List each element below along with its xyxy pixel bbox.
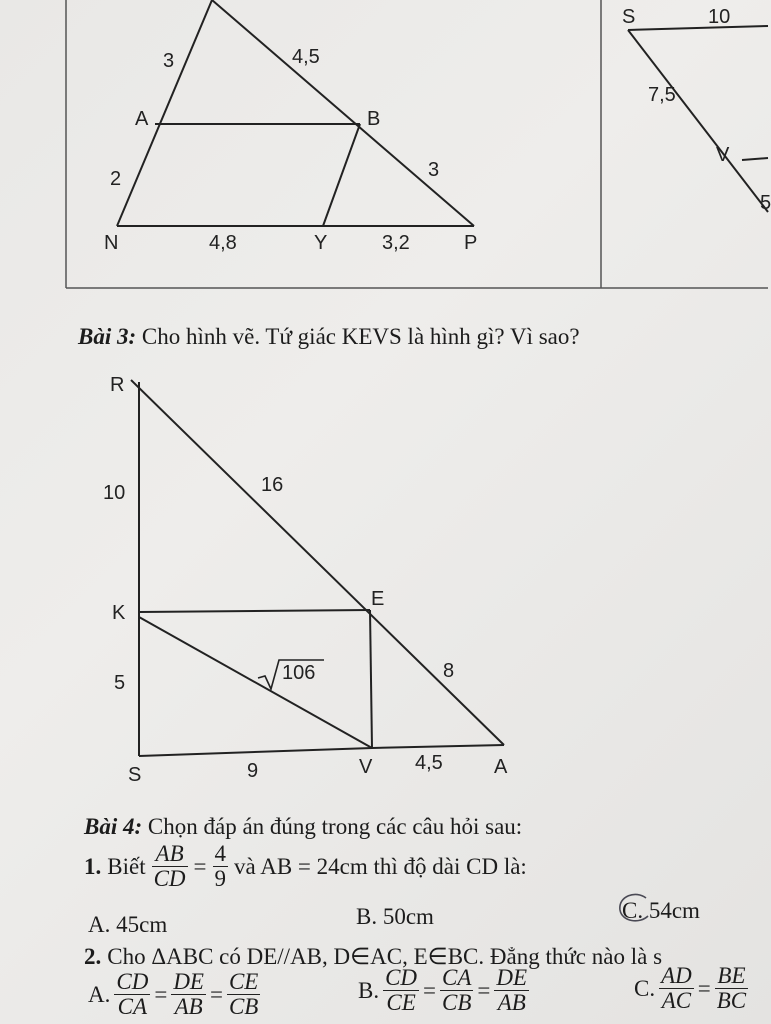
q1-fraction-4-9 [213,842,229,891]
q2-b-frac-2: $\frac{CA}{CB}$ [442,965,472,1016]
q2-number: 2. [84,944,102,969]
bai4-text: Chọn đáp án đúng trong các câu hỏi sau: [147,814,523,839]
side-sa [139,748,372,756]
bai3-text: Cho hình vẽ. Tứ giác KEVS là hình gì? Vì sao? [141,324,580,349]
label-5-partial: 5 [760,192,771,214]
point-y-label: Y [314,232,328,254]
label-3-top: 3 [163,50,175,72]
label-10-fig2: 10 [708,6,731,28]
segment-ke [139,610,370,612]
label-10: 10 [103,482,126,504]
q2-option-c[interactable]: C. $\frac{AD}{AC}$ = $\frac{BE}{BC}$ [634,963,747,1014]
q2-a-frac-1: $\frac{CD}{CA}$ [116,969,149,1020]
q2-a-label: A. [88,981,111,1007]
q1-option-b[interactable]: B. 50cm [356,904,434,929]
q2-option-a[interactable]: A. $\frac{CD}{CA}$ = $\frac{DE}{AB}$ = $\frac{CE}{CB}$ [88,969,259,1020]
label-4-8: 4,8 [209,232,237,254]
bai4-heading [84,814,522,840]
label-2: 2 [110,168,122,190]
label-3-right: 3 [428,159,440,181]
q1-f2-den: 9 [214,866,227,892]
bai4-title: Bài 4: [84,814,143,839]
segment-ev [370,610,372,748]
q1-fraction-ab-cd [152,842,188,891]
q1-prefix: Biết [107,853,146,879]
side-ra [131,380,504,745]
point-a-label-fig3: A [494,756,508,778]
q2-b-frac-1: $\frac{CD}{CE}$ [385,965,418,1016]
label-16: 16 [261,474,284,496]
point-n-label: N [104,232,119,254]
q1-suffix: và AB = 24cm thì độ dài CD là: [234,853,527,879]
label-4-5: 4,5 [292,46,320,68]
q2-b-label: B. [358,977,380,1003]
answer-circle-mark [614,892,654,928]
point-k-label: K [112,602,126,624]
q1-option-c[interactable]: C. 54cm [622,898,700,923]
q1-equals: = [193,853,207,879]
q1-option-a[interactable]: A. 45cm [88,912,168,937]
q2-text: Cho ΔABC có DE//AB, D∈AC, E∈BC. Đẳng thức nào là s [107,944,663,969]
q2-c-label: C. [634,975,656,1001]
q1-f2-num: 4 [214,841,227,866]
point-b-label: B [367,108,381,130]
point-v-label-fig2: V [716,144,730,166]
q2-c-frac-1: $\frac{AD}{AC}$ [661,963,692,1014]
question-1 [84,842,527,891]
label-3-2: 3,2 [382,232,410,254]
label-9: 9 [247,760,259,782]
label-4-5-fig3: 4,5 [415,752,443,774]
label-8: 8 [443,660,455,682]
label-5: 5 [114,672,126,694]
side-va [372,745,504,748]
point-p-label: P [464,232,478,254]
point-v-label: V [359,756,373,778]
label-7-5: 7,5 [648,84,676,106]
segment-kv [139,617,372,748]
q1-f1-num: AB [152,842,188,867]
q1-number: 1. [84,853,102,879]
q2-b-frac-3: $\frac{DE}{AB}$ [496,965,528,1016]
q2-a-frac-3: $\frac{CE}{CB}$ [228,969,259,1020]
point-s-label: S [128,764,142,786]
point-r-label: R [110,374,125,396]
label-sqrt-106: 106 [282,662,316,684]
point-s-label-fig2: S [622,6,636,28]
q2-option-b[interactable]: B. $\frac{CD}{CE}$ = $\frac{CA}{CB}$ = $\frac{DE}{AB}$ [358,965,528,1016]
q1-f1-den: CD [153,866,186,892]
point-e-label: E [371,588,385,610]
q2-a-frac-2: $\frac{DE}{AB}$ [173,969,204,1020]
point-a-label: A [135,108,149,130]
bai3-title: Bài 3: [78,324,137,349]
q2-c-frac-2: $\frac{BE}{BC}$ [716,963,747,1014]
